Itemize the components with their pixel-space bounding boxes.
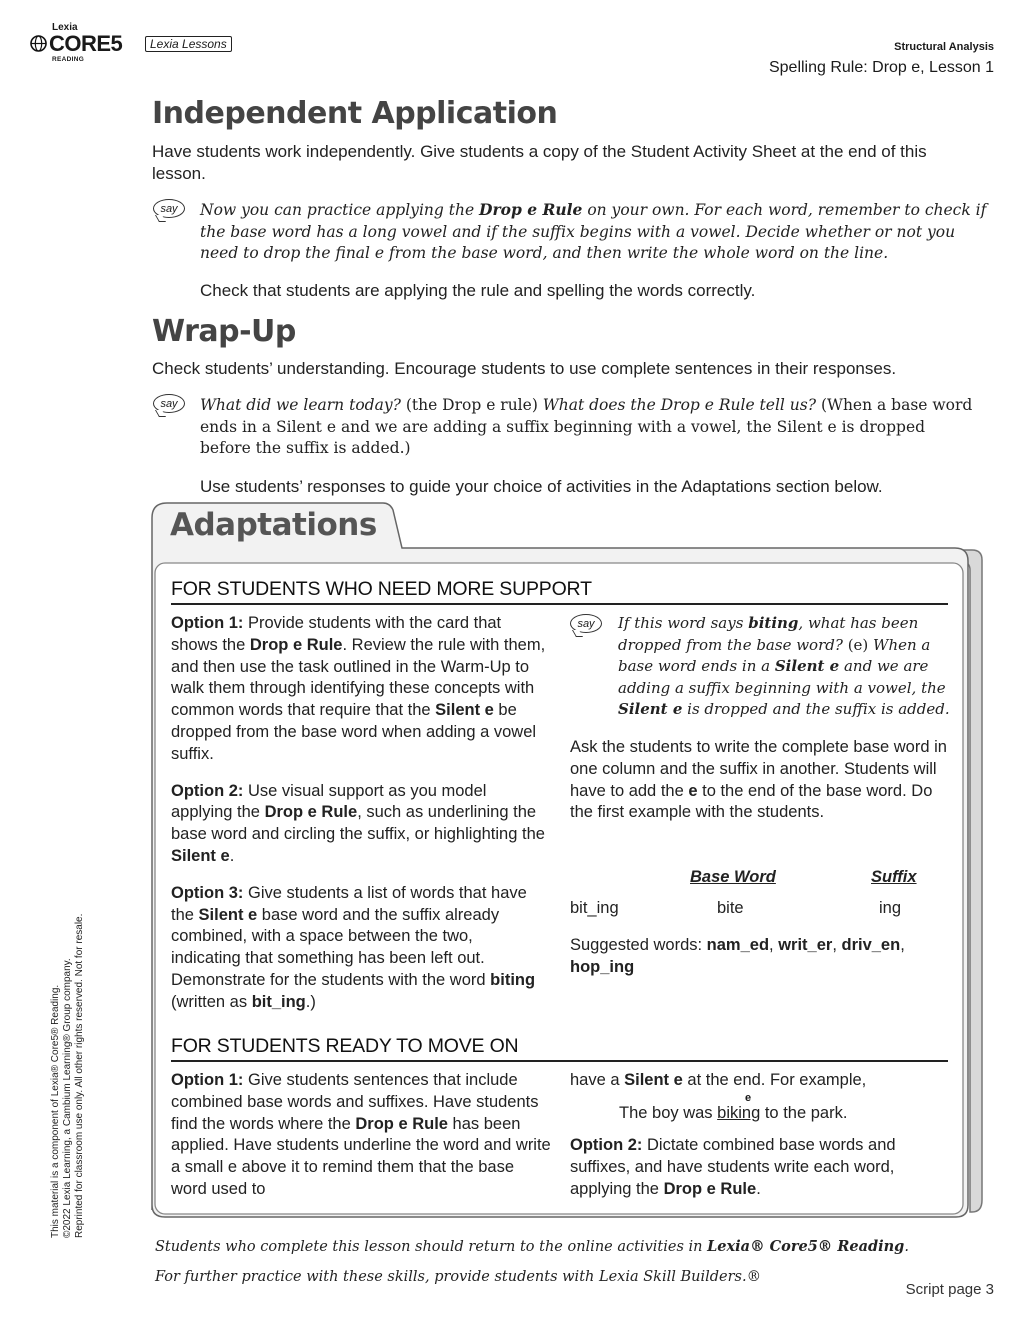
rule-term: Drop e Rule (355, 1114, 448, 1133)
wrap-up-use: Use students’ responses to guide your choice of activities in the Adaptations section below. (200, 477, 883, 496)
section-divider (171, 1060, 948, 1062)
suggested-word: driv_en (841, 936, 901, 954)
underlined-word: biking (717, 1104, 761, 1122)
rule-term: Drop e Rule (264, 803, 358, 822)
option-text: . (229, 846, 235, 865)
script-text: When a base word ends in a (618, 635, 931, 675)
independent-check: Check that students are applying the rule and spelling the words correctly. (200, 281, 756, 300)
say-icon: say (153, 394, 185, 413)
say-icon: say (153, 199, 185, 218)
sentence-text: The boy was (619, 1104, 718, 1122)
table-header-base-word: Base Word (690, 868, 776, 886)
support-heading: FOR STUDENTS WHO NEED MORE SUPPORT (171, 578, 592, 600)
option-text: . (756, 1179, 761, 1198)
footer-text: Students who complete this lesson should return to the online activities in (155, 1239, 708, 1255)
answer-text: (When a base word ends in a Silent e and we are adding a suffix beginning with a vowel, the Silent e is dropped before the suffix is added.) (200, 396, 973, 457)
separator: , (769, 936, 779, 954)
wrap-up-heading: Wrap-Up (152, 314, 296, 349)
lesson-title: Spelling Rule: Drop e, Lesson 1 (768, 59, 994, 76)
option-text: Give students a list of words that have the (171, 883, 527, 924)
logo-core5-text: CORE5 (49, 31, 123, 56)
example-word: biting (490, 970, 536, 989)
example-word: bit_ing (251, 992, 306, 1011)
suggested-label: Suggested words: (570, 936, 707, 954)
option-text: , such as underlining the base word and circling the suffix, or highlighting the (171, 803, 545, 844)
script-term: Silent e (774, 657, 840, 675)
independent-application-heading: Independent Application (152, 96, 558, 131)
ready-option-2 (570, 1135, 955, 1200)
support-option-1 (171, 613, 551, 766)
option-label: Option 2: (570, 1136, 643, 1154)
option-text: have a (570, 1071, 625, 1089)
option-text: be dropped from the base word when adding a vowel suffix. (171, 701, 537, 763)
copyright-line-3: Reprinted for classroom use only. All other rights reserved. Not for resale. (74, 913, 85, 1238)
footer-line-1 (155, 1238, 915, 1255)
option-text: base word and the suffix already combined, with a space between the two, indicating that something has been left out. Demonstrate for the students with the word (171, 905, 500, 989)
independent-intro: Have students work independently. Give students a copy of the Student Activity Sheet at the end of this lesson. (152, 142, 927, 183)
script-text: Now you can practice applying the (200, 201, 480, 219)
table-header-suffix: Suffix (871, 868, 917, 886)
option-text: (written as (171, 992, 252, 1011)
question-text: What did we learn today? (200, 396, 401, 414)
separator: , (900, 936, 905, 954)
option-label: Option 1: (171, 614, 244, 632)
script-text: on your own. For each word, remember to check if the base word has a long vowel and if the suffix begins with a vowel. Decide whether or not you need to drop the final e from the base word, and then write the whole word on the line. (200, 201, 987, 262)
adaptations-heading: Adaptations (170, 507, 377, 543)
option-label: Option 2: (171, 781, 244, 800)
section-divider (171, 603, 948, 605)
small-e-mark: e (745, 1092, 752, 1104)
say-icon: say (570, 614, 602, 633)
footer-text: . (904, 1239, 909, 1255)
logo-reading-text: READING (52, 56, 85, 63)
option-text: Give students sentences that include combined base words and suffixes. Have students find the words where the (171, 1071, 539, 1133)
rule-term: Silent e (435, 701, 494, 720)
suggested-word: writ_er (778, 936, 833, 954)
suggested-word: hop_ing (570, 957, 635, 976)
table-cell-word: bit_ing (570, 899, 619, 917)
table-cell-base: bite (717, 899, 744, 917)
script-text: is dropped and the suffix is added. (682, 700, 950, 718)
script-text: and we are adding a suffix beginning with a vowel, the (618, 657, 946, 697)
ask-text: to the end of the base word. Do the first example with the students. (570, 781, 933, 822)
script-text: , what has been dropped from the base word? (618, 614, 919, 654)
support-left-column (171, 613, 551, 1014)
script-term: biting (748, 614, 799, 632)
support-say-script (618, 613, 958, 721)
script-rule: Drop e Rule (479, 200, 583, 219)
option-text: has been applied. Have students underline the word and write a small e above it to remind them that the base word used to (171, 1114, 551, 1198)
lexia-lessons-badge: Lexia Lessons (145, 36, 232, 52)
ready-option-1 (171, 1070, 551, 1201)
option-text: .) (305, 992, 316, 1011)
rule-term: Silent e (198, 905, 258, 924)
table-cell-suffix: ing (879, 899, 902, 917)
category-label: Structural Analysis (894, 41, 994, 53)
ready-heading: FOR STUDENTS READY TO MOVE ON (171, 1035, 519, 1057)
rule-term: Silent e (171, 846, 230, 865)
support-option-3 (171, 883, 541, 1014)
option-label: Option 1: (171, 1071, 244, 1089)
support-option-2 (171, 781, 551, 868)
option-text: at the end. For example, (682, 1071, 867, 1089)
sentence-text: to the park. (760, 1104, 848, 1122)
copyright-line-1: This material is a component of Lexia® Core5® Reading. (50, 984, 61, 1238)
example-sentence (619, 1103, 959, 1125)
rule-term: Drop e Rule (249, 635, 343, 654)
footer-line-2: For further practice with these skills, provide students with Lexia Skill Builders.® (155, 1269, 762, 1285)
copyright-line-2: ©2022 Lexia Learning, a Cambium Learning® Group company. (62, 958, 73, 1238)
answer-text: (the Drop e rule) (400, 396, 543, 414)
option-label: Option 3: (171, 883, 244, 902)
logo-lexia-text: Lexia (52, 22, 78, 33)
option-text: . Review the rule with them, and then use the task outlined in the Warm-Up to walk them through identifying these concepts with common words that require that the (171, 635, 546, 720)
separator: , (832, 936, 842, 954)
option-text: Provide students with the card that shows the (171, 614, 502, 654)
option-text: Dictate combined base words and suffixes, and have students write each word, applying the (570, 1136, 896, 1198)
rule-term: Silent e (624, 1071, 683, 1089)
footer-brand: Lexia® Core5® Reading (707, 1238, 905, 1255)
script-text: If this word says (618, 614, 749, 632)
option-text: Use visual support as you model applying the (171, 781, 487, 822)
support-ask-text (570, 737, 955, 824)
ready-option-1-continued (570, 1070, 955, 1092)
suggested-word: nam_ed (706, 936, 770, 954)
rule-term: Drop e Rule (663, 1179, 757, 1198)
question-text: What does the Drop e Rule tell us? (542, 396, 817, 414)
wrap-up-intro: Check students’ understanding. Encourage students to use complete sentences in their responses. (152, 359, 897, 378)
page-number: Script page 3 (905, 1281, 994, 1298)
script-term: Silent e (618, 700, 683, 718)
suggested-words (570, 935, 955, 979)
answer-text: (e) (847, 635, 874, 654)
copyright-sidebar (50, 914, 86, 1238)
ask-term: e (688, 781, 698, 800)
ask-text: Ask the students to write the complete base word in one column and the suffix in another. Students will have to add the (570, 738, 947, 800)
